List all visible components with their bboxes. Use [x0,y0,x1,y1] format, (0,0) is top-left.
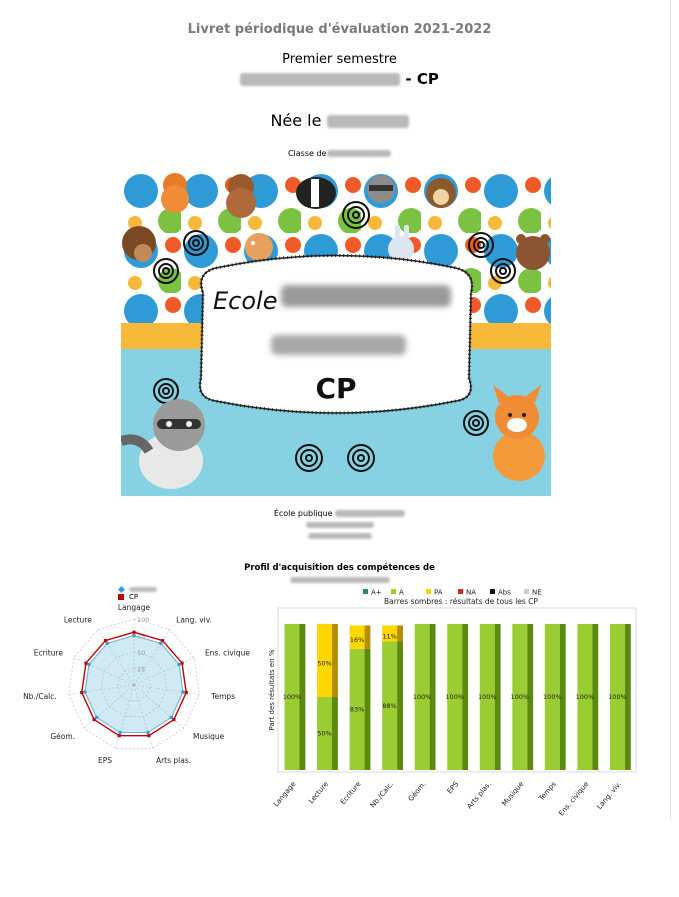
x-tick-label: Ecriture [338,780,363,807]
radar-student-point [181,690,185,694]
radar-tick-label: 75 [137,632,146,641]
radar-student-point [170,716,174,720]
legend-label: NA [466,588,477,597]
radar-axis-label: Nb./Calc. [23,692,57,702]
cover-illustration [121,173,551,496]
radar-chart [20,603,252,781]
bar-data-label: 88% [382,701,397,710]
address-line-1 [0,519,679,530]
reference-bar-segment [365,625,371,648]
radar-student-point [95,716,99,720]
radar-axis-label: Musique [192,732,225,742]
reference-bar-segment [397,625,403,641]
x-tick-label: Arts plas. [465,780,493,811]
bar-data-label: 50% [317,659,332,668]
cover-class-text: CP [315,372,357,405]
redacted-school [335,510,405,517]
school-label: École publique [273,509,333,518]
profile-title-text: Profil d'acquisition des compétences de [244,563,435,573]
redacted-legend-name [129,587,157,592]
class-label: Classe de [287,149,327,158]
bar-data-label: 100% [543,693,562,701]
radar-student-point [159,642,163,646]
x-tick-label: Musique [500,780,526,808]
legend-swatch [524,589,529,594]
radar-axis-label: Lang. viv. [176,615,212,625]
radar-class-point [180,661,183,664]
cover-ecole-text: Ecole [213,287,278,315]
reference-bar-segment [332,624,338,697]
document-title: Livret périodique d'évaluation 2021-2022 [187,22,492,37]
bar-data-label: 100% [477,693,497,701]
profile-title [0,563,679,585]
address-line-2 [0,530,679,541]
school-line [0,508,679,519]
redacted-birth-date [327,115,409,128]
school-address [0,508,679,541]
radar-axis-label: Ecriture [33,648,64,658]
radar-student-point [105,642,109,646]
redacted-student-name [240,73,400,86]
radar-class-point [147,734,150,737]
bar-data-label: 100% [412,693,432,701]
radar-student-point [118,731,122,735]
redacted-student-fullname [290,577,390,583]
x-tick-label: Géom. [406,780,428,803]
reference-bar-segment [397,642,403,770]
radar-legend-class-label: CP [129,593,139,601]
bar-data-label: 100% [510,693,530,701]
legend-label: A [399,588,404,597]
y-axis-label: Part des résultats en % [268,649,276,731]
class-line [0,149,679,158]
radar-student-point [83,690,87,694]
skunk-icon [296,177,336,209]
deer-icon [245,233,273,261]
legend-swatch [490,589,495,594]
legend-label: Abs [498,588,511,597]
radar-legend-class [118,592,157,602]
redacted-address-2 [308,533,372,539]
radar-student-point [132,634,136,638]
reference-bar-segment [332,697,338,770]
radar-student-point [177,663,181,667]
legend-label: A+ [371,588,382,597]
bear-icon [226,174,256,218]
bar-data-label: 16% [349,636,365,645]
bar-data-label: 50% [317,729,332,738]
radar-class-point [132,631,135,634]
raccoon-top-icon [367,175,395,203]
radar-class-point [185,691,188,694]
semester-label: Premier semestre [282,52,397,67]
radar-axis-label: Langage [117,603,151,612]
radar-class-point [118,734,121,737]
hedgehog-icon [426,178,456,208]
radar-axis-label: Arts plas. [155,755,192,765]
chart-subtitle: Barres sombres : résultats de tous les CP [384,597,538,606]
redacted-address-1 [306,522,374,528]
x-tick-label: Langage [272,780,298,809]
radar-tick-label: 25 [137,665,146,674]
student-name-line [0,70,679,88]
bar-data-label: 100% [575,693,595,701]
radar-legend [118,587,157,602]
x-tick-label: EPS [445,780,461,796]
x-tick-label: Temps [537,780,558,803]
stacked-bar-chart [268,584,653,834]
reference-bar-segment [365,649,371,770]
x-tick-label: Lang. viv. [595,780,623,811]
redacted-city-name [271,335,406,355]
bar-data-label: 100% [608,693,627,701]
legend-swatch [363,589,368,594]
legend-label: PA [434,588,443,597]
radar-class-point [80,691,83,694]
radar-axis-label: Lecture [63,615,92,625]
brown-bear-icon [516,234,550,270]
radar-tick-label: 100 [137,616,150,624]
radar-axis-label: Temps [211,692,236,702]
bar-data-label: 100% [282,693,302,701]
birth-date-line [0,111,679,130]
born-label: Née le [270,111,322,130]
x-tick-label: Ens. civique [557,780,591,818]
redacted-school-name [281,285,451,307]
legend-swatch [391,589,396,594]
fox-top-icon [161,173,189,213]
x-tick-label: Lecture [307,780,331,806]
legend-label: NE [532,588,542,597]
bar-data-label: 11% [382,632,397,641]
legend-swatch [426,589,431,594]
radar-tick-label: 50 [137,649,146,657]
radar-axis-label: Géom. [50,732,76,742]
redacted-teacher-name [327,150,391,157]
square-icon [118,594,124,600]
bar-data-label: 100% [445,693,465,701]
radar-student-point [87,663,91,667]
bar-data-label: 83% [349,705,365,714]
x-tick-label: Nb./Calc. [368,780,396,810]
student-class-suffix: - CP [405,70,439,88]
radar-class-point [84,661,87,664]
radar-student-point [146,731,150,735]
legend-swatch [458,589,463,594]
radar-axis-label: Ens. civique [204,648,250,658]
radar-axis-label: EPS [97,755,113,765]
